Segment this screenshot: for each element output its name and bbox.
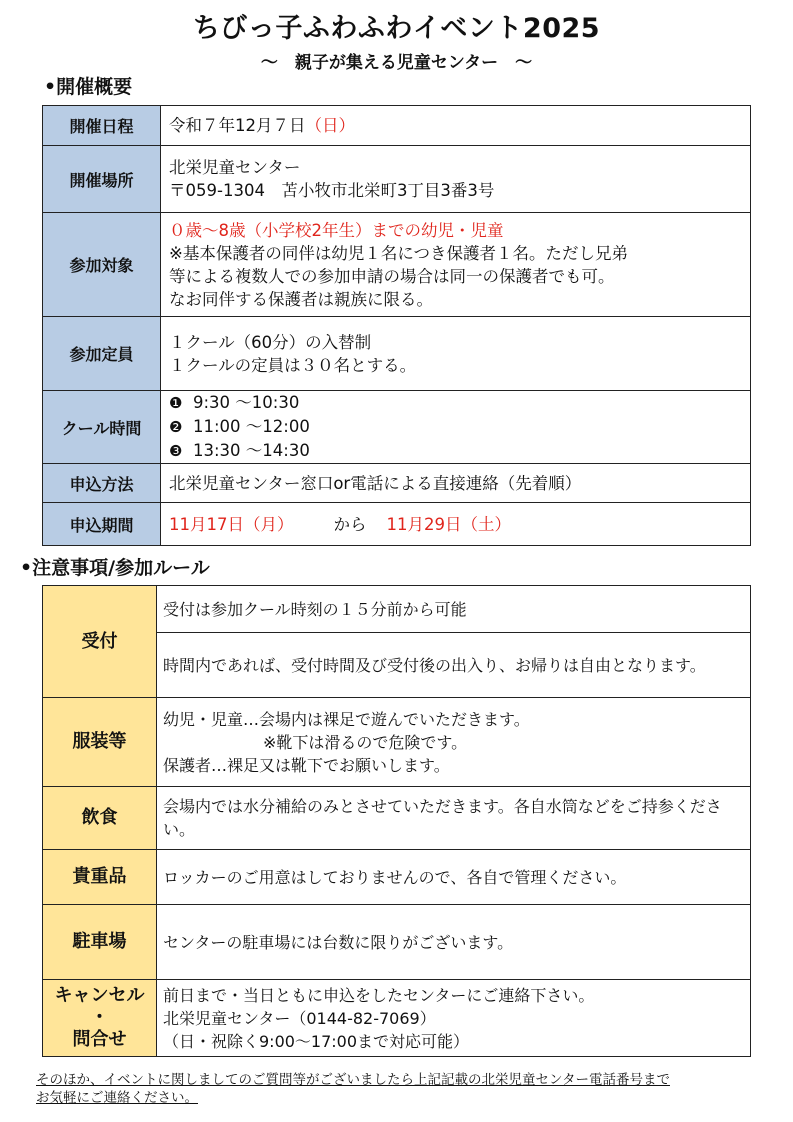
sessions-row xyxy=(43,391,751,464)
clothing-line-2: ※靴下は滑るので危険です。 xyxy=(263,732,468,752)
date-weekday: （日） xyxy=(305,116,355,135)
session-2-time: 11:00 ～12:00 xyxy=(193,417,310,436)
overview-table xyxy=(42,105,751,546)
rules-heading: •注意事項/参加ルール xyxy=(20,557,210,579)
overview-heading: •開催概要 xyxy=(44,76,133,98)
session-2-mark: ❷ xyxy=(169,418,183,436)
clothing-label: 服装等 xyxy=(43,698,157,787)
date-row xyxy=(43,106,751,146)
apply-period-start: 11月17日（月） xyxy=(169,514,294,534)
cancel-line-2: 北栄児童センター（0144-82-7069） xyxy=(163,1008,436,1028)
reception-label: 受付 xyxy=(43,586,157,698)
apply-method-row xyxy=(43,464,751,503)
target-value xyxy=(161,213,751,317)
session-1-mark: ❶ xyxy=(169,394,183,412)
page-title: ちびっ子ふわふわイベント2025 xyxy=(192,13,601,44)
date-value: 令和７年12月７日 xyxy=(169,116,306,135)
parking-label: 駐車場 xyxy=(43,905,157,980)
cancel-value xyxy=(157,980,751,1057)
parking-row xyxy=(43,905,751,980)
cancel-label xyxy=(43,980,157,1057)
food-value: 会場内では水分補給のみとさせていただきます。各自水筒などをご持参ください。 xyxy=(157,787,751,850)
page-subtitle: ～ 親子が集える児童センター ～ xyxy=(260,53,533,73)
clothing-line-1: 幼児・児童…会場内は裸足で遊んでいただきます。 xyxy=(163,709,530,729)
valuables-label: 貴重品 xyxy=(43,850,157,905)
cancel-label-3: 問合せ xyxy=(72,1029,127,1050)
clothing-line-3: 保護者…裸足又は靴下でお願いします。 xyxy=(163,755,450,775)
rules-table xyxy=(42,585,751,1057)
sessions-label: クール時間 xyxy=(43,391,161,464)
apply-period-value xyxy=(161,503,751,546)
capacity-line-2: １クールの定員は３０名とする。 xyxy=(169,355,417,375)
apply-method-value: 北栄児童センター窓口or電話による直接連絡（先着順） xyxy=(161,464,751,503)
cancel-line-1: 前日まで・当日ともに申込をしたセンターにご連絡下さい。 xyxy=(163,985,595,1005)
venue-label: 開催場所 xyxy=(43,146,161,213)
apply-method-label: 申込方法 xyxy=(43,464,161,503)
valuables-value: ロッカーのご用意はしておりませんので、各自で管理ください。 xyxy=(157,850,751,905)
food-row xyxy=(43,787,751,850)
target-note-1: ※基本保護者の同伴は幼児１名につき保護者１名。ただし兄弟 xyxy=(169,243,628,263)
reception-line-2: 時間内であれば、受付時間及び受付後の出入り、お帰りは自由となります。 xyxy=(157,633,751,698)
venue-name: 北栄児童センター xyxy=(169,158,301,177)
apply-period-between: から xyxy=(333,514,367,534)
reception-row-1 xyxy=(43,586,751,633)
session-1 xyxy=(169,391,750,415)
capacity-row xyxy=(43,317,751,391)
cancel-row xyxy=(43,980,751,1057)
session-3 xyxy=(169,439,750,463)
venue-value xyxy=(161,146,751,213)
target-label: 参加対象 xyxy=(43,213,161,317)
target-highlight: ０歳～8歳（小学校2年生）までの幼児・児童 xyxy=(169,220,504,240)
cancel-label-1: キャンセル xyxy=(54,985,145,1006)
session-2 xyxy=(169,415,750,439)
sessions-value xyxy=(161,391,751,464)
capacity-label: 参加定員 xyxy=(43,317,161,391)
apply-period-row xyxy=(43,503,751,546)
capacity-value xyxy=(161,317,751,391)
venue-address: 〒059-1304 苫小牧市北栄町3丁目3番3号 xyxy=(169,181,495,200)
date-value-cell xyxy=(161,106,751,146)
valuables-row xyxy=(43,850,751,905)
clothing-value xyxy=(157,698,751,787)
apply-period-label: 申込期間 xyxy=(43,503,161,546)
cancel-label-2: ・ xyxy=(90,1007,109,1028)
target-row xyxy=(43,213,751,317)
venue-row xyxy=(43,146,751,213)
footer-note xyxy=(36,1071,756,1107)
cancel-line-3: （日・祝除く9:00～17:00まで対応可能） xyxy=(163,1031,470,1051)
parking-value: センターの駐車場には台数に限りがございます。 xyxy=(157,905,751,980)
session-1-time: 9:30 ～10:30 xyxy=(193,393,300,412)
target-note-3: なお同伴する保護者は親族に限る。 xyxy=(169,289,433,309)
apply-period-end: 11月29日（土） xyxy=(386,514,511,534)
session-3-mark: ❸ xyxy=(169,442,183,460)
date-label: 開催日程 xyxy=(43,106,161,146)
food-label: 飲食 xyxy=(43,787,157,850)
capacity-line-1: １クール（60分）の入替制 xyxy=(169,332,372,352)
footer-line-2: お気軽にご連絡ください。 xyxy=(36,1090,198,1106)
footer-line-1: そのほか、イベントに関しましてのご質問等がございましたら上記記載の北栄児童センター電話番号まで xyxy=(36,1072,670,1088)
reception-line-1: 受付は参加クール時刻の１５分前から可能 xyxy=(157,586,751,633)
clothing-row xyxy=(43,698,751,787)
session-3-time: 13:30 ～14:30 xyxy=(193,441,310,460)
target-note-2: 等による複数人での参加申請の場合は同一の保護者でも可。 xyxy=(169,266,615,286)
